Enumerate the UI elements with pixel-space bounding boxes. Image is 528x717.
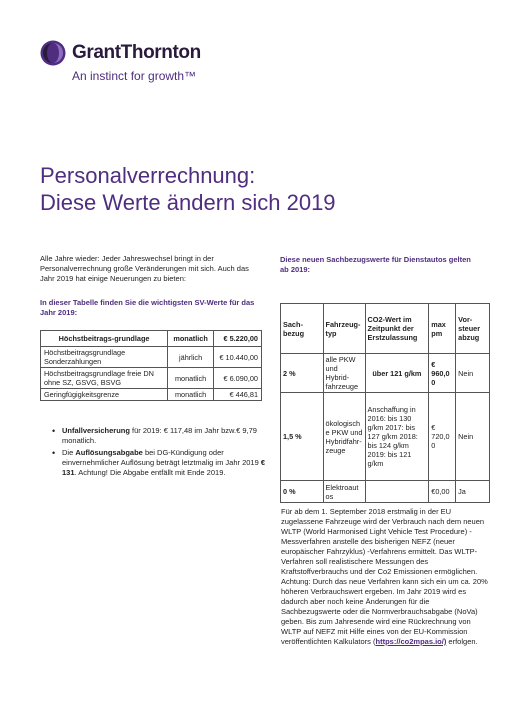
car-table-heading: Diese neuen Sachbezugswerte für Dienstautos gelten ab 2019:: [280, 255, 471, 274]
sv-cell-label: Höchstbeitragsgrundlage freie DN ohne SZ, GSVG, BSVG: [41, 368, 168, 389]
info-bullet-list: [52, 426, 272, 480]
table-row: [41, 389, 262, 401]
bullet-text: Die: [62, 448, 76, 457]
intro-paragraph: Alle Jahre wieder: Jeder Jahreswechsel bringt in der Personalverrechnung große Veränderungen mit sich. Auch das Jahr 2019 hat einige Neuerungen zu bieten:: [40, 254, 249, 283]
wltp-suffix: erfolgen.: [446, 637, 478, 646]
wltp-paragraph: [281, 507, 491, 647]
sv-header-label: Höchstbeitrags-grundlage: [41, 331, 168, 347]
grant-thornton-logo: [40, 40, 220, 90]
car-header-typ: Fahrzeug-typ: [323, 304, 365, 354]
car-cell-sachbezug: 1,5 %: [281, 393, 324, 481]
car-cell-typ: ökologisch e PKW und Hybridfahr-zeuge: [323, 393, 365, 481]
sv-header-period: monatlich: [168, 331, 214, 347]
table-row: [41, 347, 262, 368]
car-cell-co2: [365, 481, 429, 503]
car-table-header-row: [281, 304, 490, 354]
sv-cell-value: € 6.090,00: [214, 368, 262, 389]
car-cell-typ: Elektroaut os: [323, 481, 365, 503]
title-line-2: Diese Werte ändern sich 2019: [40, 190, 336, 215]
car-cell-sachbezug: 0 %: [281, 481, 324, 503]
sv-header-value: € 5.220,00: [214, 331, 262, 347]
logo-tagline: An instinct for growth™: [72, 69, 197, 83]
car-cell-typ: alle PKW und Hybrid-fahrzeuge: [323, 354, 365, 393]
sv-cell-value: € 10.440,00: [214, 347, 262, 368]
bullet-bold: Unfallversicherung: [62, 426, 130, 435]
bullet-bold: € 131: [62, 458, 266, 477]
table-row: [281, 393, 490, 481]
car-cell-co2: über 121 g/km: [365, 354, 429, 393]
list-item: [52, 426, 272, 446]
bullet-text: bei DG-Kündigung oder einvernehmlicher Auflösung beträgt letztmalig im Jahr 2019: [62, 448, 261, 467]
page-title: [40, 162, 480, 216]
sv-cell-period: jährlich: [168, 347, 214, 368]
car-cell-vorsteuer: Ja: [456, 481, 490, 503]
sv-cell-value: € 446,81: [214, 389, 262, 401]
car-cell-vorsteuer: Nein: [456, 393, 490, 481]
company-car-table: [280, 303, 490, 503]
car-cell-max: €0,00: [429, 481, 456, 503]
sv-cell-period: monatlich: [168, 368, 214, 389]
table-row: [281, 354, 490, 393]
car-header-max: max pm: [429, 304, 456, 354]
sv-table-heading: In dieser Tabelle finden Sie die wichtigsten SV-Werte für das Jahr 2019:: [40, 298, 255, 317]
bullet-bold: Auflösungsabgabe: [75, 448, 143, 457]
car-header-co2: CO2-Wert im Zeitpunkt der Erstzulassung: [365, 304, 429, 354]
car-cell-max: € 960,0 0: [429, 354, 456, 393]
bullet-text: . Achtung! Die Abgabe entfällt mit Ende 2019.: [74, 468, 226, 477]
bullet-text: für 2019: € 117,48 im Jahr bzw.€ 9,79 monatlich.: [62, 426, 257, 445]
sv-cell-period: monatlich: [168, 389, 214, 401]
sv-values-table: [40, 330, 262, 401]
logo-name: GrantThornton: [72, 42, 201, 63]
list-item: [52, 448, 272, 478]
table-row: [41, 368, 262, 389]
car-cell-max: € 720,0 0: [429, 393, 456, 481]
car-cell-sachbezug: 2 %: [281, 354, 324, 393]
title-line-1: Personalverrechnung:: [40, 163, 256, 188]
car-header-sachbezug: Sach-bezug: [281, 304, 324, 354]
car-cell-vorsteuer: Nein: [456, 354, 490, 393]
car-cell-co2: Anschaffung in 2016: bis 130 g/km 2017: bis 127 g/km 2018: bis 124 g/km 2019: bis 121 g/km: [365, 393, 429, 481]
co2mpas-link[interactable]: https://co2mpas.io/): [375, 637, 447, 646]
sv-cell-label: Geringfügigkeitsgrenze: [41, 389, 168, 401]
logo-mark-icon: [40, 40, 66, 66]
wltp-text: Für ab dem 1. September 2018 erstmalig in der EU zugelassene Fahrzeuge wird der Verbrauch nach dem neuen WLTP (World Harmonised Light Vehicle Test Procedure) -Messverfahren anstelle des bisherigen NEFZ (neuer europäischer Fahrzyklus) -Verfahrens ermittelt. Das WLTP-Verfahren soll realistischere Messungen des Kraftstoffverbrauchs und der Co2 Emissionen ermöglichen. Achtung: Durch das neue Verfahren kann sich ein um ca. 20% höheren Verbrauchswert ergeben. Im Jahr 2019 wird es dadurch aber noch keine Änderungen für die Sachbezugswerte oder die Normverbrauchsabgabe (NoVa) geben. Bis zum Jahresende wird eine Rückrechnung von WLTP auf NEFZ mit Hilfe eines von der EU-Kommission veröffentlichten Kalkulators (: [281, 507, 488, 646]
table-row: [281, 481, 490, 503]
sv-table-header-row: [41, 331, 262, 347]
sv-cell-label: Höchstbeitragsgrundlage Sonderzahlungen: [41, 347, 168, 368]
car-header-vorsteuer: Vor-steuer abzug: [456, 304, 490, 354]
